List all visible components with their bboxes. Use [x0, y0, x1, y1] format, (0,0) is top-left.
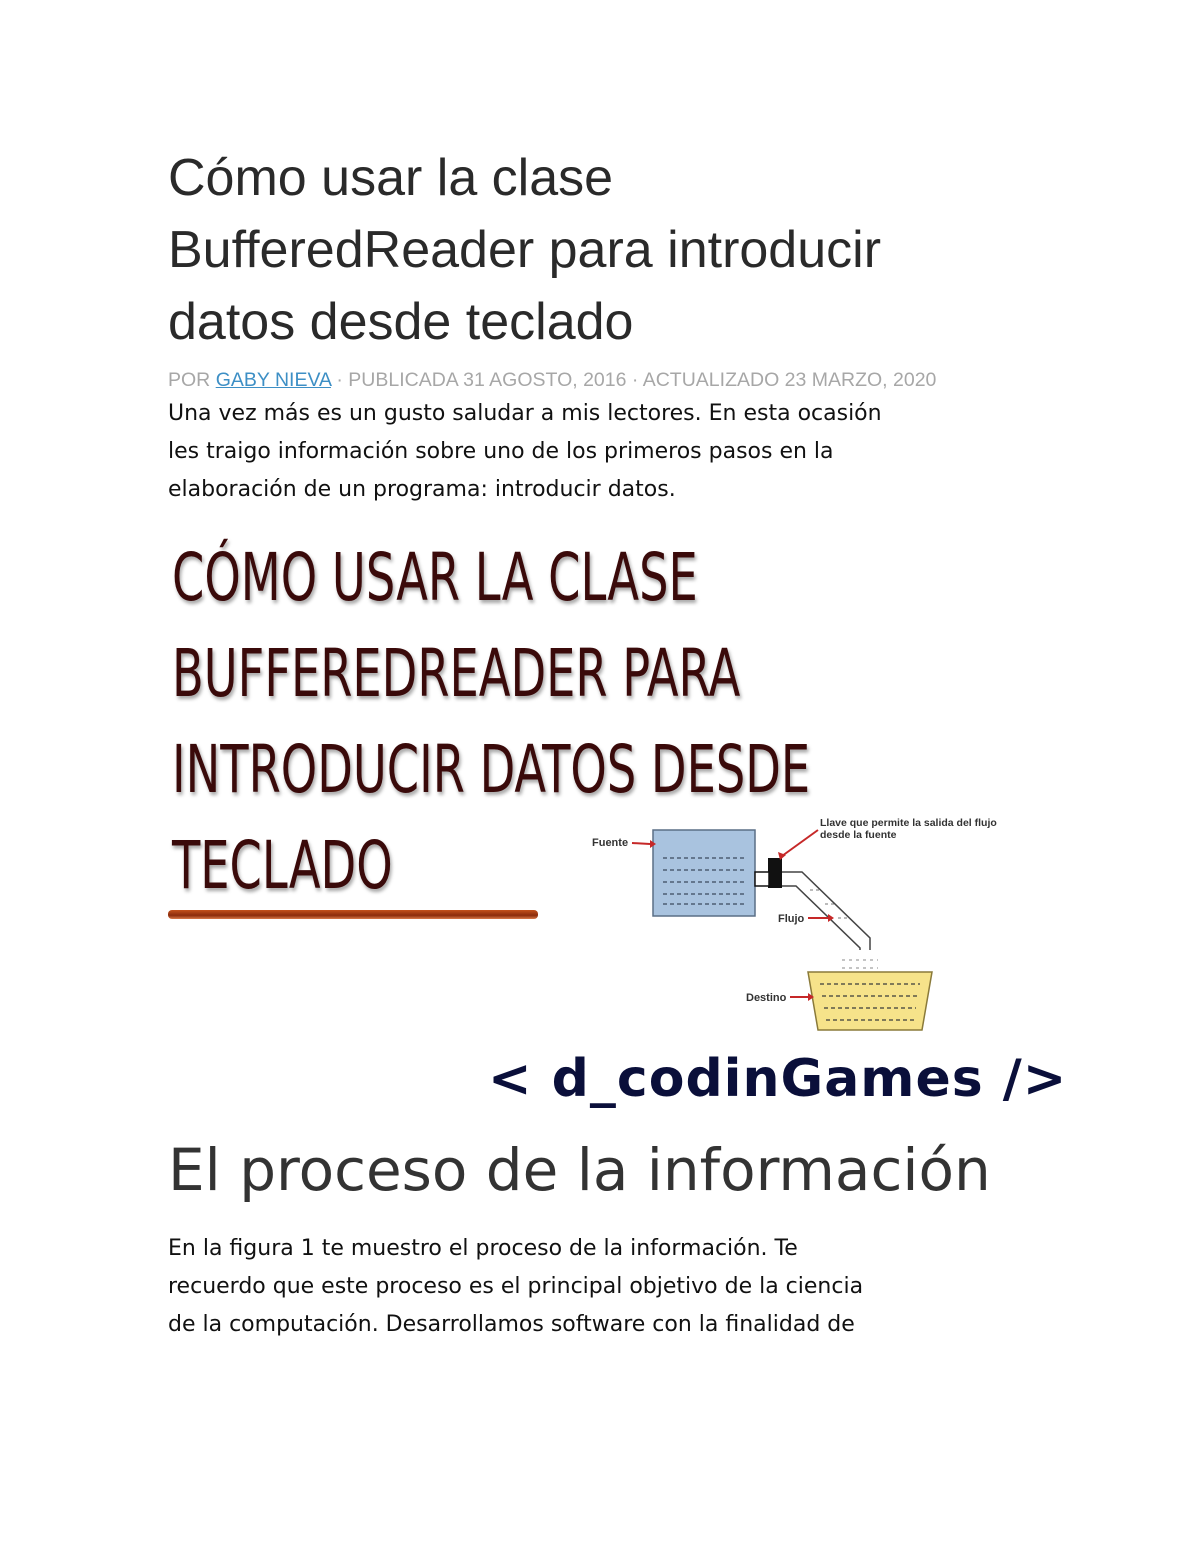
label-flujo: Flujo [778, 913, 805, 925]
banner-title-line: TECLADO [172, 827, 393, 904]
section-paragraph [168, 1230, 1048, 1344]
banner-underline [168, 910, 538, 919]
pipe [782, 872, 870, 950]
meta-by: POR [168, 369, 216, 391]
banner-title-line: INTRODUCIR DATOS DESDE [172, 731, 811, 808]
para-line: de la computación. Desarrollamos software con la finalidad de [168, 1312, 855, 1337]
article-title-line: BufferedReader para introducir [168, 221, 882, 279]
article-title-line: datos desde teclado [168, 293, 634, 351]
banner-title-line: CÓMO USAR LA CLASE [172, 539, 698, 616]
source-tank [653, 830, 755, 916]
label-fuente: Fuente [592, 837, 629, 849]
label-llave-2: desde la fuente [820, 829, 897, 841]
valve-icon [768, 858, 782, 888]
banner-title-line: BUFFEREDREADER PARA [172, 635, 741, 712]
intro-line: Una vez más es un gusto saludar a mis lectores. En esta ocasión [168, 401, 882, 426]
intro-line: elaboración de un programa: introducir datos. [168, 477, 676, 502]
intro-line: les traigo información sobre uno de los primeros pasos en la [168, 439, 834, 464]
label-destino: Destino [746, 992, 787, 1004]
article-title [168, 142, 1068, 358]
article-meta [168, 366, 1048, 394]
label-llave-1: Llave que permite la salida del flujo [820, 817, 997, 829]
para-line: En la figura 1 te muestro el proceso de la información. Te [168, 1236, 798, 1261]
drops [842, 960, 878, 968]
brand-logo-text: < d_codinGames /> [488, 1049, 1068, 1109]
destination-tank [808, 972, 932, 1030]
section-heading: El proceso de la información [168, 1136, 991, 1204]
intro-paragraph [168, 395, 1048, 509]
para-line: recuerdo que este proceso es el principal objetivo de la ciencia [168, 1274, 864, 1299]
author-link[interactable]: GABY NIEVA [215, 369, 331, 391]
meta-dates: · PUBLICADA 31 AGOSTO, 2016 · ACTUALIZADO 23 MARZO, 2020 [330, 369, 937, 391]
article-title-line: Cómo usar la clase [168, 149, 614, 207]
flow-diagram [580, 808, 1010, 1040]
